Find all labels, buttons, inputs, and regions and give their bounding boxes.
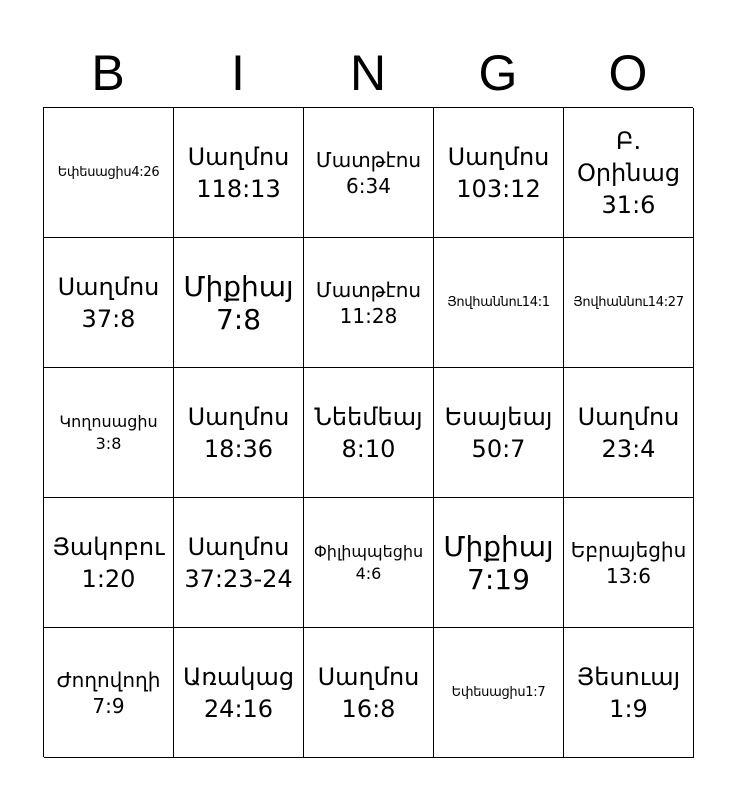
bingo-cell[interactable] [434, 628, 564, 758]
bingo-cell[interactable] [44, 628, 174, 758]
bingo-cell-label: Կողոսացիս 3:8 [59, 411, 158, 453]
bingo-cell-label: Միքիայ 7:8 [183, 269, 294, 336]
bingo-cell-label: Եբրայեցիս 13:6 [570, 537, 687, 588]
bingo-cell-label: Բ. Օրինաց 31:6 [576, 126, 681, 219]
bingo-cell-label: Սաղմոս 37:23-24 [184, 532, 293, 593]
bingo-cell[interactable] [434, 498, 564, 628]
bingo-cell[interactable] [434, 108, 564, 238]
bingo-cell-label: Սաղմոս 16:8 [317, 662, 420, 723]
bingo-cell-label: Յովհաննու14:1 [447, 294, 550, 310]
bingo-grid [43, 107, 693, 757]
header-letter-i: I [231, 45, 245, 101]
bingo-cell[interactable] [44, 498, 174, 628]
bingo-cell-label: Սաղմոս 118:13 [187, 142, 290, 203]
bingo-cell[interactable] [564, 368, 694, 498]
bingo-cell-label: Յովհաննու14:27 [573, 294, 684, 310]
bingo-cell[interactable] [304, 238, 434, 368]
bingo-cell-label: Սաղմոս 37:8 [57, 272, 160, 333]
bingo-cell-label: Փիլիպպեցիս 4:6 [313, 541, 424, 583]
header-letter-g: G [478, 45, 518, 101]
bingo-cell[interactable] [434, 368, 564, 498]
bingo-cell[interactable] [434, 238, 564, 368]
bingo-cell[interactable] [174, 238, 304, 368]
bingo-cell-label: Յակոբու 1:20 [52, 532, 165, 593]
bingo-cell[interactable] [304, 108, 434, 238]
bingo-cell[interactable] [174, 628, 304, 758]
bingo-cell[interactable] [564, 498, 694, 628]
bingo-cell[interactable] [174, 498, 304, 628]
header-letter-o: O [608, 45, 648, 101]
bingo-cell-label: Սաղմոս 18:36 [187, 402, 290, 463]
bingo-cell-label: Սաղմոս 103:12 [447, 142, 550, 203]
bingo-cell[interactable] [564, 108, 694, 238]
bingo-cell[interactable] [174, 108, 304, 238]
bingo-cell-label: Եփեսացիս1:7 [451, 684, 546, 700]
bingo-cell-label: Եսայեայ 50:7 [444, 402, 553, 463]
bingo-cell[interactable] [174, 368, 304, 498]
bingo-cell-label: Նեեմեայ 8:10 [314, 402, 423, 463]
bingo-cell-label: Միքիայ 7:19 [443, 529, 554, 596]
bingo-cell-label: Յեսուայ 1:9 [576, 662, 681, 723]
bingo-cell-label: Առակաց 24:16 [182, 662, 295, 723]
bingo-cell[interactable] [44, 368, 174, 498]
bingo-header [43, 38, 693, 108]
bingo-cell[interactable] [44, 108, 174, 238]
bingo-cell[interactable] [304, 498, 434, 628]
bingo-cell-label: Սաղմոս 23:4 [577, 402, 680, 463]
bingo-cell-label: Մատթէոս 6:34 [315, 147, 422, 198]
bingo-cell[interactable] [44, 238, 174, 368]
bingo-cell-label: Եփեսացիս4:26 [57, 164, 160, 180]
bingo-cell[interactable] [564, 238, 694, 368]
header-letter-n: N [349, 45, 387, 101]
bingo-cell-label: Մատթէոս 11:28 [315, 277, 422, 328]
bingo-cell[interactable] [304, 368, 434, 498]
bingo-cell-label: Ժողովողի 7:9 [56, 667, 161, 718]
bingo-cell[interactable] [304, 628, 434, 758]
bingo-cell[interactable] [564, 628, 694, 758]
header-letter-b: B [91, 45, 125, 101]
